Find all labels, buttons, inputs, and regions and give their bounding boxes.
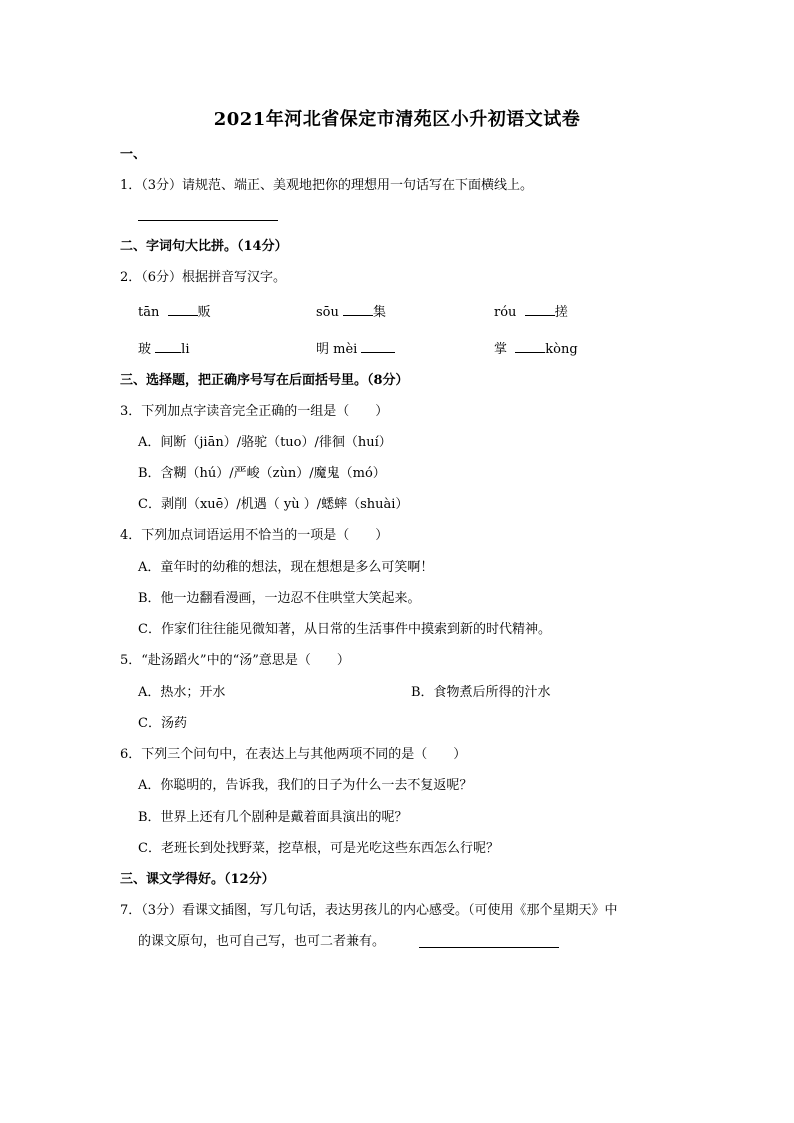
pinyin-suffix: 搓 xyxy=(554,305,568,320)
pinyin-item xyxy=(316,340,395,359)
pinyin-label: sōu xyxy=(316,305,339,320)
question-1-text: 1．（3分）请规范、端正、美观地把你的理想用一句话写在下面横线上。 xyxy=(120,178,534,193)
answer-blank xyxy=(525,303,555,316)
pinyin-item xyxy=(494,340,578,359)
question-3-option-b: B．含糊（hú）/严峻（zùn）/魔鬼（mó） xyxy=(138,466,386,481)
section-3-heading: 三、选择题，把正确序号写在后面括号里。（8分） xyxy=(120,373,409,388)
question-5-option-a: A．热水；开水 xyxy=(138,685,226,700)
pinyin-label: 明 mèi xyxy=(316,342,358,357)
pinyin-suffix: 集 xyxy=(373,305,387,320)
pinyin-suffix: li xyxy=(181,342,190,357)
answer-line-q1 xyxy=(138,208,278,221)
pinyin-label: 掌 xyxy=(494,342,508,357)
question-6-text: 6．下列三个问句中，在表达上与其他两项不同的是（ ） xyxy=(120,747,467,762)
question-6-option-c: C．老班长到处找野菜，挖草根，可是光吃这些东西怎么行呢？ xyxy=(138,841,499,856)
question-6-option-a: A．你聪明的，告诉我，我们的日子为什么一去不复返呢？ xyxy=(138,778,473,793)
answer-blank xyxy=(155,340,181,353)
pinyin-item xyxy=(138,303,211,322)
question-7-text-line1: 7．（3分）看课文插图，写几句话，表达男孩儿的内心感受。（可使用《那个星期天》中 xyxy=(120,903,618,918)
question-4-option-c: C．作家们往往能见微知著，从日常的生活事件中摸索到新的时代精神。 xyxy=(138,622,551,637)
question-7-text-line2: 的课文原句，也可自己写，也可二者兼有。 xyxy=(138,934,386,949)
question-4-text: 4．下列加点词语运用不恰当的一项是（ ） xyxy=(120,528,389,543)
exam-title: 2021年河北省保定市清苑区小升初语文试卷 xyxy=(213,109,581,130)
section-1-heading: 一、 xyxy=(120,147,147,162)
question-5-option-b: B．食物煮后所得的汁水 xyxy=(411,685,551,700)
question-6-option-b: B．世界上还有几个剧种是戴着面具演出的呢？ xyxy=(138,810,408,825)
question-5-text: 5．“赴汤蹈火”中的“汤”意思是（ ） xyxy=(120,653,350,668)
question-3-text: 3．下列加点字读音完全正确的一组是（ ） xyxy=(120,404,389,419)
pinyin-label: tān xyxy=(138,305,160,320)
pinyin-item xyxy=(316,303,386,322)
pinyin-suffix: kòng xyxy=(545,342,578,357)
question-3-option-c: C．剥削（xuē）/机遇（ yù ）/蟋蟀（shuài） xyxy=(138,497,409,512)
question-4-option-b: B．他一边翻看漫画，一边忍不住哄堂大笑起来。 xyxy=(138,591,421,606)
pinyin-label: 玻 xyxy=(138,342,152,357)
pinyin-label: róu xyxy=(494,305,517,320)
answer-blank xyxy=(361,340,395,353)
question-3-option-a: A．间断（jiān）/骆驼（tuo）/徘徊（huí） xyxy=(138,435,392,450)
pinyin-item xyxy=(494,303,568,322)
answer-blank xyxy=(343,303,373,316)
section-2-heading: 二、字词句大比拼。（14分） xyxy=(120,239,288,254)
section-4-heading: 三、课文学得好。（12分） xyxy=(120,872,275,887)
question-4-option-a: A．童年时的幼稚的想法，现在想想是多么可笑啊！ xyxy=(138,560,434,575)
answer-line-q7 xyxy=(419,935,559,948)
answer-blank xyxy=(515,340,545,353)
pinyin-suffix: 贩 xyxy=(197,305,211,320)
question-5-option-c: C．汤药 xyxy=(138,716,187,731)
answer-blank xyxy=(168,303,198,316)
question-2-text: 2．（6分）根据拼音写汉字。 xyxy=(120,270,287,285)
pinyin-item xyxy=(138,340,189,359)
